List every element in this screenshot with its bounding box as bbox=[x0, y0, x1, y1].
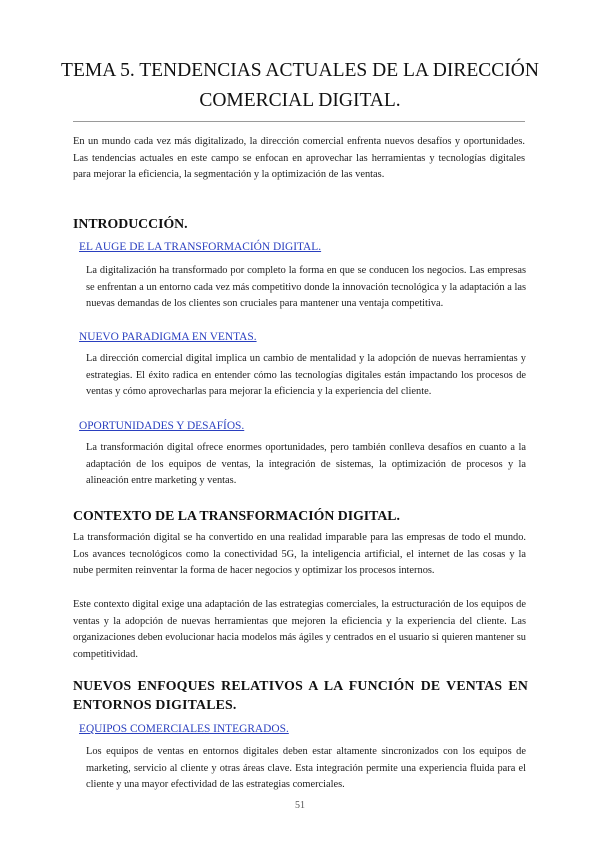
heading-nuevos-enfoques: NUEVOS ENFOQUES RELATIVOS A LA FUNCIÓN DE VENTAS EN ENTORNOS DIGITALES. bbox=[73, 678, 528, 712]
page-title: TEMA 5. TENDENCIAS ACTUALES DE LA DIRECCIÓN COMERCIAL DIGITAL. bbox=[61, 60, 539, 111]
paragraph-nuevo-paradigma: La dirección comercial digital implica un cambio de mentalidad y la adopción de nuevas herramientas y estrategias. El éxito radica en entender cómo las tecnologías digitales están impactando los procesos de ventas y cómo aprovecharlas para mejorar la eficiencia y la experiencia del cliente. bbox=[86, 353, 526, 398]
subheading-auge-transformacion[interactable]: EL AUGE DE LA TRANSFORMACIÓN DIGITAL. bbox=[79, 241, 322, 253]
heading-contexto: CONTEXTO DE LA TRANSFORMACIÓN DIGITAL. bbox=[73, 508, 400, 523]
paragraph-oportunidades-desafios: La transformación digital ofrece enormes oportunidades, pero también conlleva desafíos en cuanto a la adaptación de los equipos de ventas, la integración de sistemas, la optimización de procesos y la alineación entre marketing y ventas. bbox=[86, 442, 526, 487]
subheading-oportunidades-desafios[interactable]: OPORTUNIDADES Y DESAFÍOS. bbox=[79, 420, 245, 432]
paragraph-auge-transformacion: La digitalización ha transformado por completo la forma en que se conducen los negocios. Las empresas se enfrentan a un entorno cada vez más competitivo donde la innovación tecnológica y la adaptación a las nuevas demandas de los clientes son cruciales para mantener una ventaja competitiva. bbox=[86, 265, 526, 310]
paragraph-contexto-2: Este contexto digital exige una adaptación de las estrategias comerciales, la estructuración de los equipos de ventas y la adopción de nuevas herramientas que mejoren la eficiencia y la experiencia del cliente. Las organizaciones deben evolucionar hacia modelos más ágiles y centrados en el usuario si quieren mantener su competitividad. bbox=[73, 599, 526, 660]
subheading-nuevo-paradigma[interactable]: NUEVO PARADIGMA EN VENTAS. bbox=[79, 331, 257, 343]
page-number: 51 bbox=[295, 800, 305, 811]
paragraph-contexto-1: La transformación digital se ha convertido en una realidad imparable para las empresas de todo el mundo. Los avances tecnológicos como la conectividad 5G, la inteligencia artificial, el internet de las cosas y la nube permiten reinventar la forma de hacer negocios y optimizar los procesos internos. bbox=[73, 532, 526, 577]
paragraph-equipos-integrados: Los equipos de ventas en entornos digitales deben estar altamente sincronizados con los equipos de marketing, servicio al cliente y otras áreas clave. Esta integración permite una experiencia fluida para el cliente y una mayor efectividad de las estrategias comerciales. bbox=[86, 746, 526, 791]
subheading-equipos-integrados[interactable]: EQUIPOS COMERCIALES INTEGRADOS. bbox=[79, 723, 289, 735]
intro-paragraph: En un mundo cada vez más digitalizado, la dirección comercial enfrenta nuevos desafíos y oportunidades. Las tendencias actuales en este campo se enfocan en aprovechar las herramientas y tecnologías digitales para mejorar la eficiencia, la segmentación y la optimización de las ventas. bbox=[73, 136, 525, 181]
title-divider bbox=[73, 121, 525, 122]
heading-introduccion: INTRODUCCIÓN. bbox=[73, 216, 188, 231]
